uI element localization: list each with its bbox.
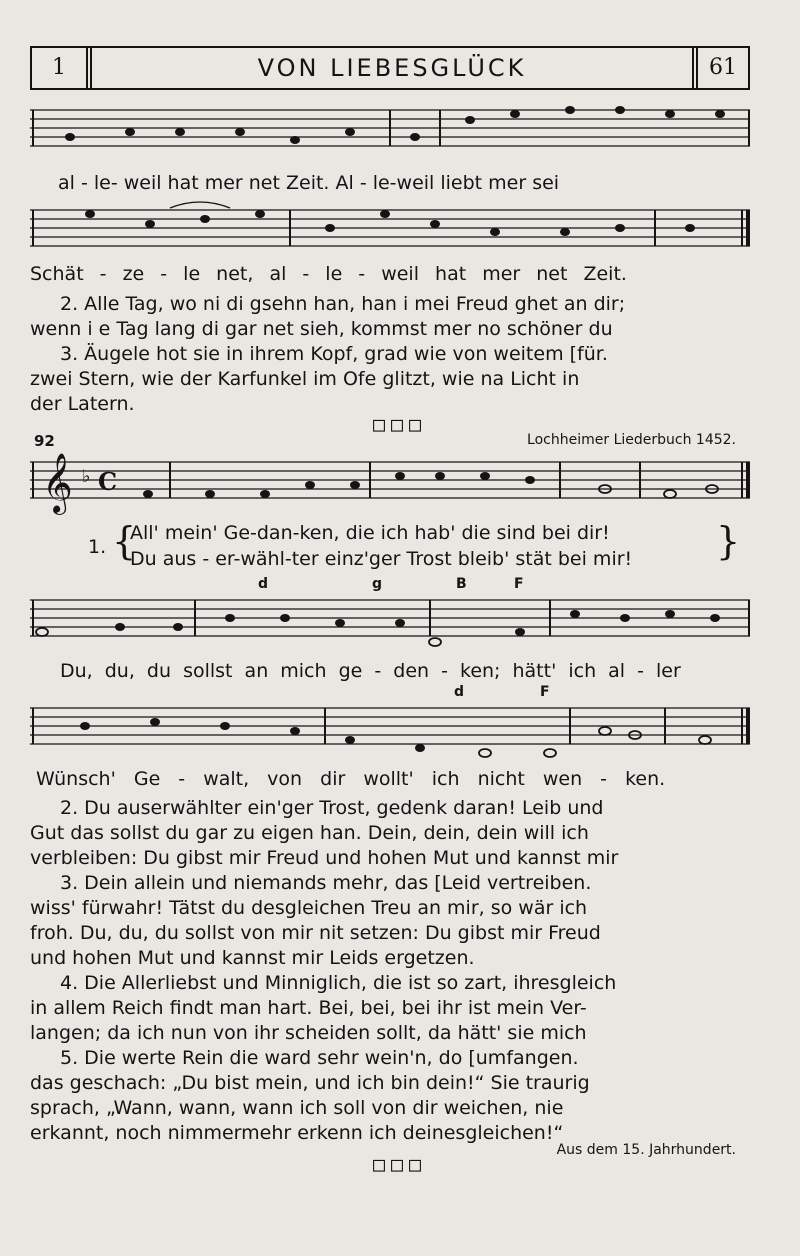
page-header [30,46,750,90]
verse-line: verbleiben: Du gibst mir Freud und hohen Mut und kannst mir [30,847,619,869]
verse-line: 2. Alle Tag, wo ni di gsehn han, han i mei Freud ghet an dir; [60,293,626,315]
svg-text:𝄞: 𝄞 [42,453,73,513]
chord-symbol: F [540,684,550,700]
song-source: Lochheimer Liederbuch 1452. [527,432,736,448]
verse-line: wiss' fürwahr! Tätst du desgleichen Treu an mir, so wär ich [30,897,588,919]
song2-verses [30,796,756,1146]
page-title: VON LIEBESGLÜCK [257,54,527,82]
lyrics-line: Du aus - er-wähl-ter einz'ger Trost bleib' stät bei mir! [130,548,633,570]
verse-line: in allem Reich findt man hart. Bei, bei, bei ihr ist mein Ver- [30,997,587,1019]
verse-line: froh. Du, du, du sollst von mir nit setzen: Du gibst mir Freud [30,922,601,944]
verse-line: sprach, „Wann, wann, wann ich soll von dir weichen, nie [30,1097,564,1119]
lyrics-line: All' mein' Ge-dan-ken, die ich hab' die sind bei dir! [130,522,610,544]
lyrics-line: al - le- weil hat mer net Zeit. Al - le-weil liebt mer sei [58,172,560,194]
right-brace: } [716,519,741,563]
chord-symbol: B [456,576,467,592]
music-staff [30,698,750,764]
verse-line: 3. Dein allein und niemands mehr, das [Leid vertreiben. [60,872,592,894]
music-staff [30,202,750,262]
chord-symbol: d [258,576,269,592]
chord-symbol: d [454,684,465,700]
music-staff [30,452,750,518]
lyrics-line: Wünsch' Ge - walt, von dir wollt' ich nicht wen - ken. [36,768,666,790]
verse-line: das geschach: „Du bist mein, und ich bin dein!“ Sie traurig [30,1072,590,1094]
verse-line: 4. Die Allerliebst und Minniglich, die ist so zart, ihresgleich [60,972,617,994]
verse-line: 5. Die werte Rein die ward sehr wein'n, do [umfangen. [60,1047,579,1069]
section-ornament: □□□ [372,1152,428,1176]
svg-text:C: C [98,467,118,496]
chord-symbol: g [372,576,383,592]
section-number: 1 [32,48,92,88]
lyrics-line: Schät - ze - le net, al - le - weil hat mer net Zeit. [30,263,627,285]
verse-line: 2. Du auserwählter ein'ger Trost, gedenk daran! Leib und [60,797,604,819]
verse-line: wenn i e Tag lang di gar net sieh, kommst mer no schöner du [30,318,613,340]
verse-line: und hohen Mut und kannst mir Leids ergetzen. [30,947,475,969]
song1-verses [30,292,756,417]
left-brace: { [112,519,137,563]
music-staff [30,590,750,656]
svg-text:♭: ♭ [82,466,91,487]
chord-symbol: F [514,576,524,592]
verse-line: langen; da ich nun von ihr scheiden sollt, da hätt' sie mich [30,1022,587,1044]
verse-line: Gut das sollst du gar zu eigen han. Dein, dein, dein will ich [30,822,589,844]
song-number: 92 [34,432,55,450]
verse-line: erkannt, noch nimmermehr erkenn ich deinesgleichen!“ [30,1122,564,1144]
verse-line: 3. Äugele hot sie in ihrem Kopf, grad wie von weitem [für. [60,343,608,365]
page-number: 61 [692,48,748,88]
music-staff [30,100,750,164]
verse-line: der Latern. [30,393,135,415]
lyrics-line: Du, du, du sollst an mich ge - den - ken; hätt' ich al - ler [60,660,681,682]
section-ornament: □□□ [372,412,428,436]
verse-number: 1. [88,536,107,558]
footer-source: Aus dem 15. Jahrhundert. [556,1142,736,1158]
verse-line: zwei Stern, wie der Karfunkel im Ofe glitzt, wie na Licht in [30,368,580,390]
